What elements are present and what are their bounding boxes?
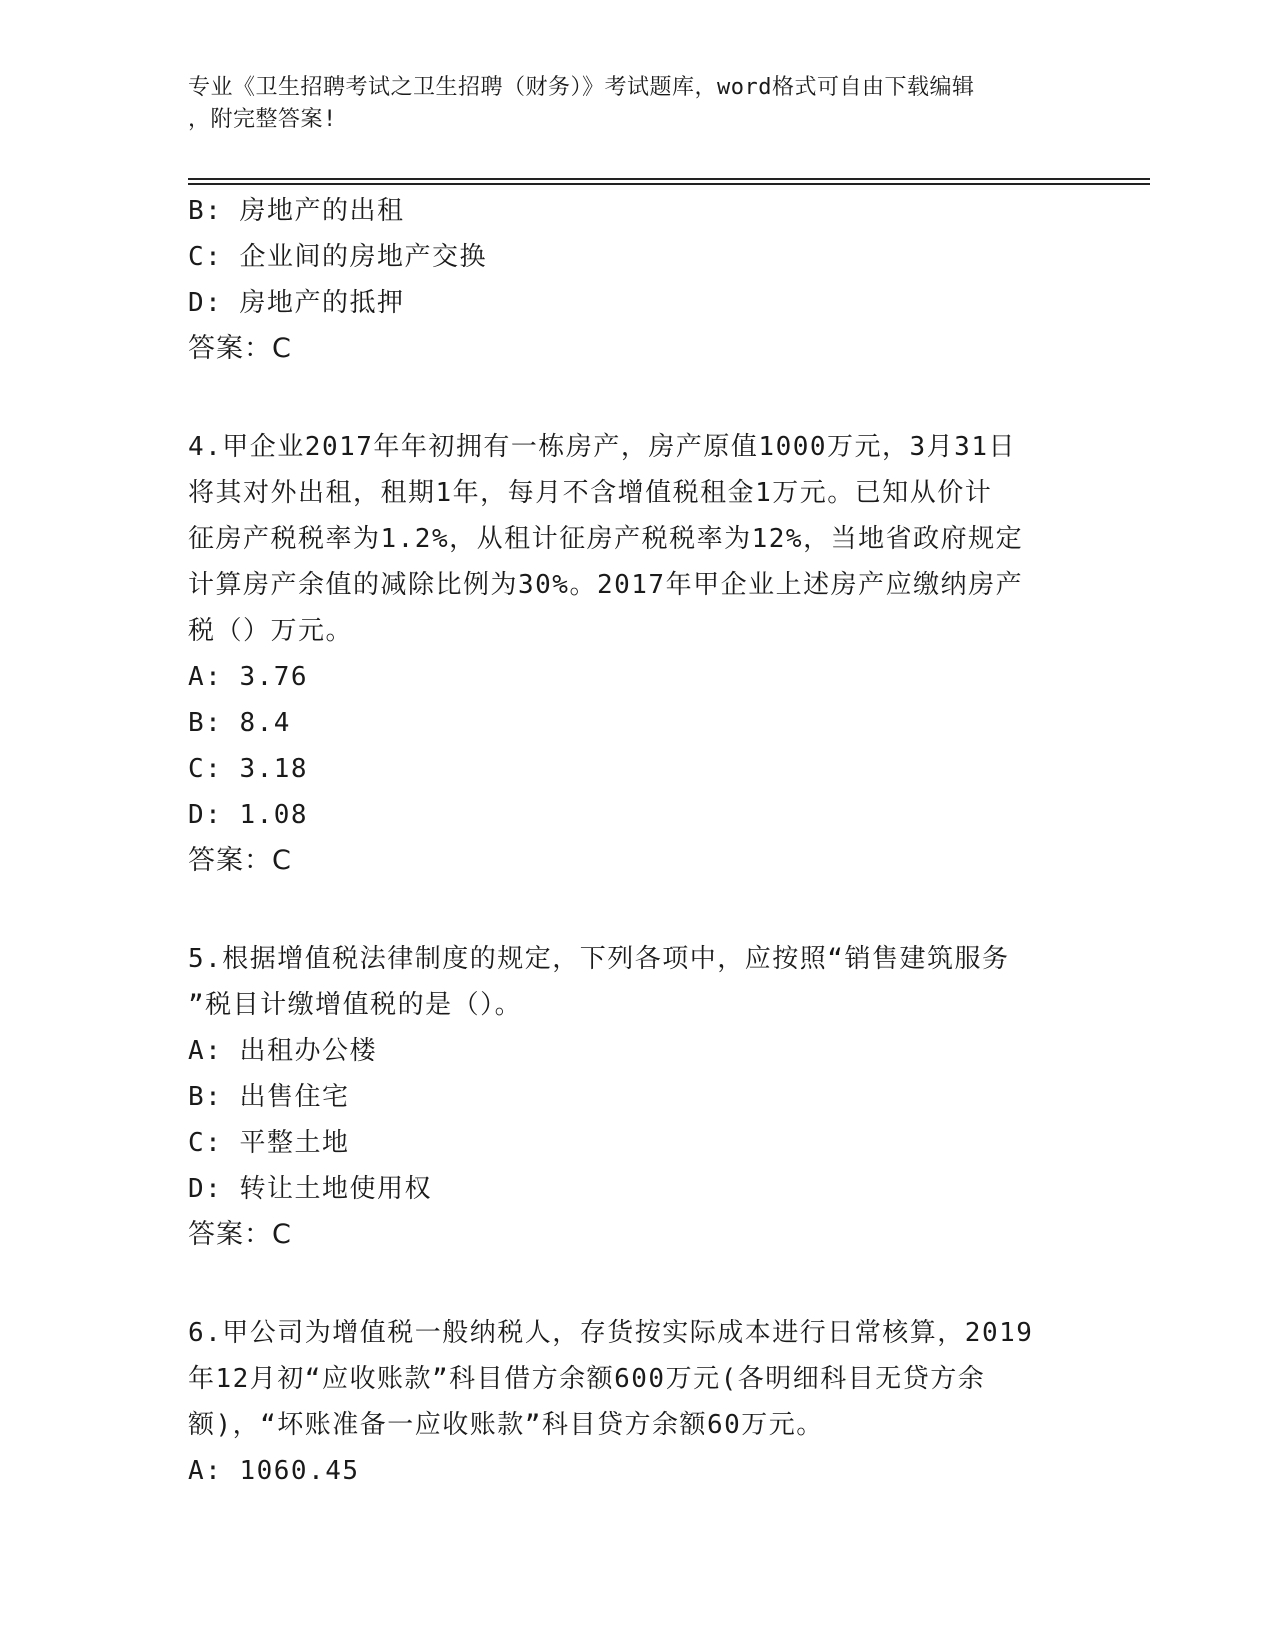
option-b: B: 8.4 — [188, 708, 291, 738]
answer-line: 答案：C — [188, 333, 292, 364]
question-6 — [188, 1310, 1068, 1494]
question-text-line: 年12月初“应收账款”科目借方余额600万元(各明细科目无贷方余 — [188, 1364, 986, 1394]
question-text-line: ”税目计缴增值税的是（）。 — [188, 990, 523, 1020]
option-a: A: 1060.45 — [188, 1456, 360, 1486]
option-d: D: 转让土地使用权 — [188, 1174, 432, 1204]
header-divider-top — [188, 178, 1150, 180]
question-text-line: 5.根据增值税法律制度的规定，下列各项中，应按照“销售建筑服务 — [188, 944, 1010, 974]
option-b: B: 房地产的出租 — [188, 196, 405, 226]
option-d: D: 房地产的抵押 — [188, 288, 405, 318]
question-4 — [188, 424, 1068, 884]
header-line-1: 专业《卫生招聘考试之卫生招聘（财务）》考试题库，word格式可自由下载编辑 — [188, 75, 975, 100]
document-header — [188, 72, 1068, 136]
question-list — [188, 188, 1068, 1494]
question-text-line: 4.甲企业2017年年初拥有一栋房产，房产原值1000万元，3月31日 — [188, 432, 1016, 462]
question-text-line: 将其对外出租，租期1年，每月不含增值税租金1万元。已知从价计 — [188, 478, 993, 508]
option-c: C: 企业间的房地产交换 — [188, 242, 487, 272]
header-line-2: ，附完整答案! — [188, 107, 337, 132]
option-d: D: 1.08 — [188, 800, 309, 830]
question-5 — [188, 936, 1068, 1258]
question-text-line: 计算房产余值的减除比例为30%。2017年甲企业上述房产应缴纳房产 — [188, 570, 1024, 600]
question-text-line: 6.甲公司为增值税一般纳税人，存货按实际成本进行日常核算，2019 — [188, 1318, 1034, 1348]
header-divider-bottom — [188, 183, 1150, 185]
question-text-line: 征房产税税率为1.2%，从租计征房产税税率为12%，当地省政府规定 — [188, 524, 1024, 554]
question-text-line: 额)，“坏账准备一应收账款”科目贷方余额60万元。 — [188, 1410, 824, 1440]
option-c: C: 平整土地 — [188, 1128, 350, 1158]
option-c: C: 3.18 — [188, 754, 309, 784]
answer-line: 答案：C — [188, 845, 292, 876]
option-a: A: 出租办公楼 — [188, 1036, 377, 1066]
question-3 — [188, 188, 1068, 372]
answer-line: 答案：C — [188, 1219, 292, 1250]
question-text-line: 税（）万元。 — [188, 616, 354, 646]
option-a: A: 3.76 — [188, 662, 309, 692]
option-b: B: 出售住宅 — [188, 1082, 350, 1112]
